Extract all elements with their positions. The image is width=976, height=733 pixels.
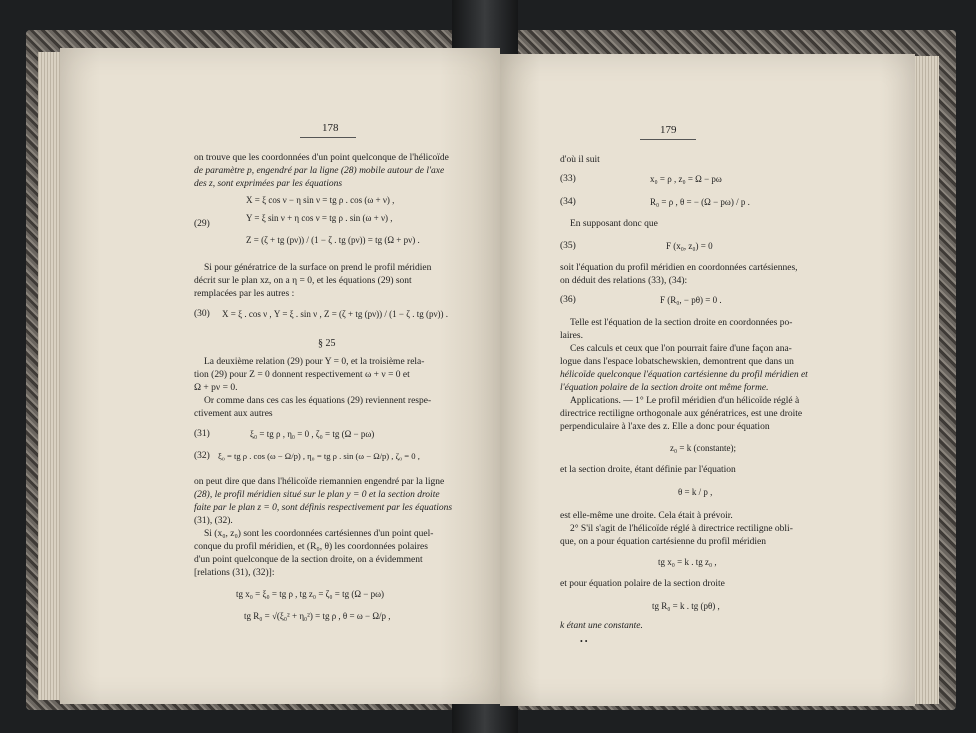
text-line: k étant une constante.	[560, 621, 643, 631]
text-line: 2° S'il s'agit de l'hélicoïde réglé à directrice rectiligne obli-	[570, 524, 793, 534]
text-line: Telle est l'équation de la section droite en coordonnées po-	[570, 318, 793, 328]
page-number: 178	[322, 122, 339, 134]
text-line: Applications. — 1° Le profil méridien d'un hélicoïde réglé à	[570, 396, 800, 406]
text-line: soit l'équation du profil méridien en coordonnées cartésiennes,	[560, 263, 798, 273]
equation: X = ξ . cos ν , Y = ξ . sin ν , Z = (ζ + tg (pν)) / (1 − ζ . tg (pν)) .	[222, 309, 449, 319]
text-line: et pour équation polaire de la section droite	[560, 579, 725, 589]
page-number-rule	[640, 139, 696, 140]
equation: F (x₀, z₀) = 0	[666, 241, 713, 251]
section-heading: § 25	[318, 338, 336, 349]
equation: Y = ξ sin ν + η cos ν = tg ρ . sin (ω + ν) ,	[246, 213, 393, 223]
text-line: est elle-même une droite. Cela était à prévoir.	[560, 511, 733, 521]
equation: tg x₀ = k . tg z₀ ,	[658, 557, 717, 567]
equation-number: (29)	[194, 219, 210, 229]
text-line: hélicoïde quelconque l'équation cartésienne du profil méridien et	[560, 370, 808, 380]
equation-number: (35)	[560, 241, 576, 251]
equation: θ = k / p ,	[678, 487, 713, 497]
page-edges-right	[913, 56, 939, 704]
text-line: on peut dire que dans l'hélicoïde riemannien engendré par la ligne	[194, 477, 445, 487]
text-line: (31), (32).	[194, 516, 233, 526]
equation: x₀ = ρ , z₀ = Ω − pω	[650, 174, 722, 184]
text-line: Or comme dans ces cas les équations (29) reviennent respe-	[204, 396, 432, 406]
page-number: 179	[660, 124, 677, 136]
text-line: ctivement aux autres	[194, 409, 273, 419]
equation-number: (36)	[560, 295, 576, 305]
text-line: Ω + pν = 0.	[194, 383, 238, 393]
equation: tg x₀ = ξ₀ = tg ρ , tg z₀ = ζ₀ = tg (Ω − pω)	[236, 589, 385, 599]
text-line: La deuxième relation (29) pour Y = 0, et la troisième rela-	[204, 357, 425, 367]
text-line: conque du profil méridien, et (R₀, θ) les coordonnées polaires	[194, 542, 428, 552]
right-page	[500, 54, 915, 706]
equation: X = ξ cos ν − η sin ν = tg ρ . cos (ω + ν) ,	[246, 195, 395, 205]
text-line: on trouve que les coordonnées d'un point quelconque de l'hélicoïde	[194, 153, 449, 163]
text-line: remplacées par les autres :	[194, 289, 295, 299]
equation: ξ₀ = tg ρ . cos (ω − Ω/p) , η₀ = tg ρ . sin (ω − Ω/p) , ζ₀ = 0 ,	[218, 451, 420, 461]
equation-number: (32)	[194, 451, 210, 461]
text-line: de paramètre p, engendré par la ligne (28) mobile autour de l'axe	[194, 166, 445, 176]
equation: Z = (ζ + tg (pν)) / (1 − ζ . tg (pν)) = tg (Ω + pν) .	[246, 235, 420, 245]
text-line: perpendiculaire à l'axe des z. Elle a donc pour équation	[560, 422, 770, 432]
text-line: décrit sur le plan xz, on a η = 0, et les équations (29) sont	[194, 276, 412, 286]
text-line: l'équation polaire de la section droite ont même forme.	[560, 383, 769, 393]
text-line: (28), le profil méridien situé sur le plan y = 0 et la section droite	[194, 490, 440, 500]
equation-number: (30)	[194, 309, 210, 319]
text-line: et la section droite, étant définie par l'équation	[560, 465, 736, 475]
text-line: que, on a pour équation cartésienne du profil méridien	[560, 537, 767, 547]
equation-number: (31)	[194, 429, 210, 439]
text-line: on déduit des relations (33), (34):	[560, 276, 688, 286]
page-number-rule	[300, 137, 356, 138]
equation: tg R₀ = k . tg (pθ) ,	[652, 601, 720, 611]
text-line: Si (x₀, z₀) sont les coordonnées cartésiennes d'un point quel-	[204, 529, 434, 539]
text-line: Ces calculs et ceux que l'on pourrait faire d'une façon ana-	[570, 344, 792, 354]
equation: z₀ = k (constante);	[670, 443, 736, 453]
equation: tg R₀ = √(ξ₀² + η₀²) = tg ρ , θ = ω − Ω/p ,	[244, 611, 391, 621]
text-line: des z, sont exprimées par les équations	[194, 179, 343, 189]
ornament: • •	[580, 637, 588, 646]
text-line: En supposant donc que	[570, 219, 658, 229]
text-line: directrice rectiligne orthogonale aux génératrices, est une droite	[560, 409, 803, 419]
text-line: d'un point quelconque de la section droite, on a évidemment	[194, 555, 423, 565]
left-page	[60, 48, 500, 704]
text-line: Si pour génératrice de la surface on prend le profil méridien	[204, 263, 432, 273]
equation: ξ₀ = tg ρ , η₀ = 0 , ζ₀ = tg (Ω − pω)	[250, 429, 375, 439]
text-line: d'où il suit	[560, 155, 600, 165]
equation: R₀ = ρ , θ = − (Ω − pω) / p .	[650, 197, 750, 207]
text-line: logue dans l'espace lobatschewskien, demontrent que dans un	[560, 357, 794, 367]
text-line: tion (29) pour Z = 0 donnent respectivement ω + ν = 0 et	[194, 370, 410, 380]
text-line: faite par le plan z = 0, sont définis respectivement par les équations	[194, 503, 453, 513]
equation-number: (33)	[560, 174, 576, 184]
text-line: laires.	[560, 331, 583, 341]
equation: F (R₀, − pθ) = 0 .	[660, 295, 722, 305]
page-edges-left	[38, 52, 62, 700]
equation-number: (34)	[560, 197, 576, 207]
text-line: [relations (31), (32)]:	[194, 568, 275, 578]
